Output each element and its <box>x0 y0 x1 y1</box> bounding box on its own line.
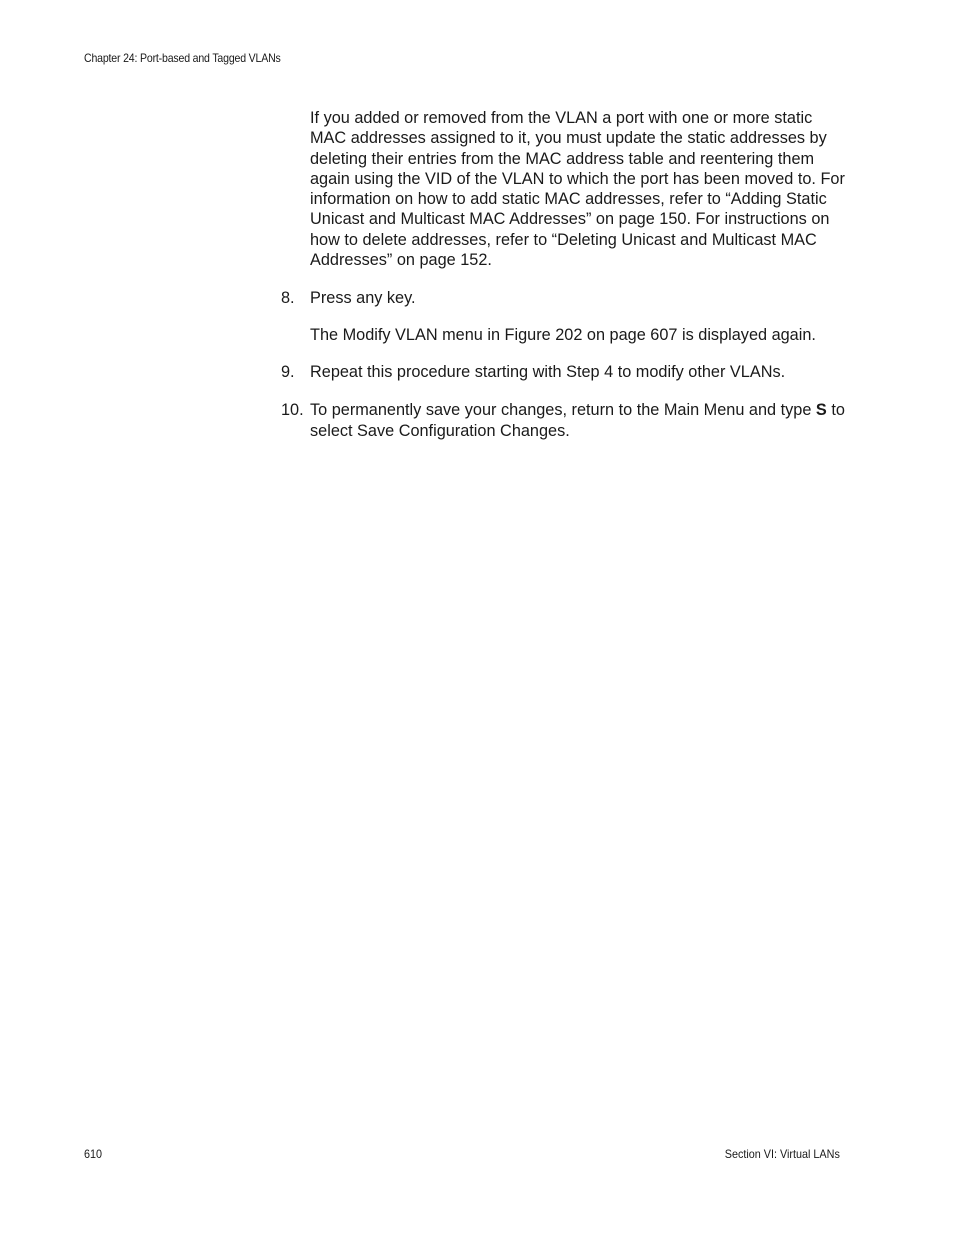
body-text <box>281 108 850 441</box>
step-8 <box>281 288 850 308</box>
save-key: S <box>815 401 827 420</box>
step-number: 8. <box>281 289 295 308</box>
step-text: Repeat this procedure starting with Step 4 to modify other VLANs. <box>310 362 786 381</box>
intro-paragraph: If you added or removed from the VLAN a port with one or more static MAC addresses assigned to it, you must update the static addresses by deleting their entries from the MAC address table and reentering them again using the VID of the VLAN to which the port has been moved to. For information on how to add static MAC addresses, refer to “Adding Static Unicast and Multicast MAC Addresses” on page 150. For instructions on how to delete addresses, refer to “Deleting Unicast and Multicast MAC Addresses” on page 152. <box>310 109 845 270</box>
step-text-after: to select Save Configuration Changes. <box>310 401 845 440</box>
section-title: Section VI: Virtual LANs <box>724 1147 840 1161</box>
step-text: Press any key. <box>310 289 416 308</box>
running-header: Chapter 24: Port-based and Tagged VLANs <box>84 51 281 65</box>
step-10 <box>281 400 850 441</box>
step-text-before: To permanently save your changes, return to the Main Menu and type <box>310 401 816 420</box>
page-number: 610 <box>84 1147 103 1161</box>
step-number: 10. <box>281 401 304 420</box>
step-8-note: The Modify VLAN menu in Figure 202 on page 607 is displayed again. <box>310 325 816 344</box>
step-number: 9. <box>281 362 295 381</box>
step-9 <box>281 362 850 382</box>
